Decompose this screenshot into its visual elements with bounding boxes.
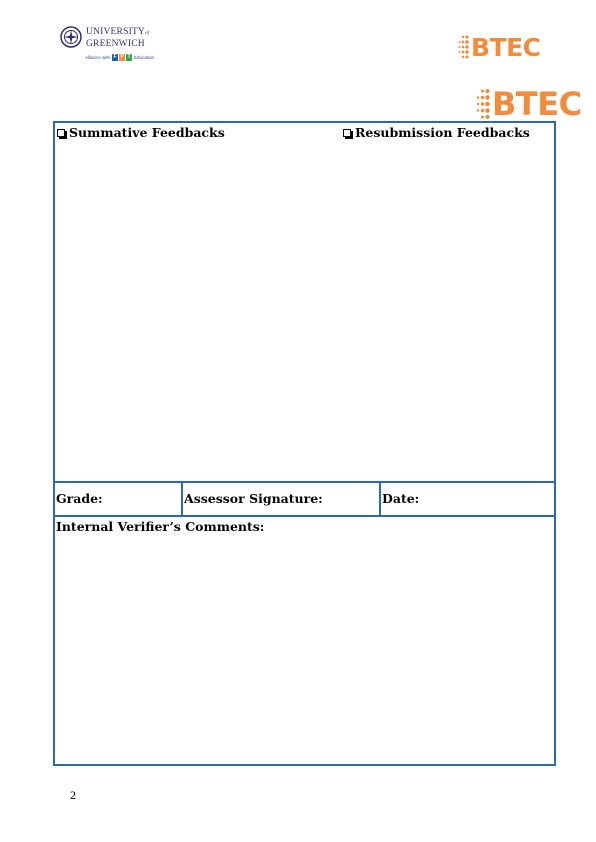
summative-feedback-label: Summative Feedbacks <box>69 125 225 140</box>
university-line1: UNIVERSITY <box>86 27 145 37</box>
alliance-prefix: Alliance with <box>85 55 111 60</box>
fpt-letter-f: F <box>113 54 117 60</box>
grade-field[interactable] <box>55 483 181 515</box>
university-name <box>86 27 149 49</box>
btec-text-small: BTEC <box>471 32 541 62</box>
checkbox-icon[interactable] <box>343 129 351 137</box>
alliance-suffix: Education <box>134 55 155 60</box>
grade-label: Grade: <box>56 491 103 506</box>
checkbox-icon[interactable] <box>57 129 65 137</box>
fpt-logo-icon <box>112 54 132 61</box>
university-logo <box>60 26 170 66</box>
date-label: Date: <box>382 491 420 506</box>
university-seal-icon <box>60 26 82 48</box>
resubmission-feedback-label: Resubmission Feedbacks <box>355 125 530 140</box>
assessor-signature-field[interactable] <box>181 483 379 515</box>
internal-verifier-box[interactable] <box>53 515 556 766</box>
alliance-line <box>85 54 154 61</box>
btec-dots-icon <box>476 87 491 121</box>
resubmission-feedback-option[interactable] <box>343 125 530 140</box>
date-field[interactable] <box>379 483 554 515</box>
btec-logo-small <box>458 30 541 64</box>
university-line2: GREENWICH <box>86 39 145 49</box>
grade-row <box>53 481 556 517</box>
btec-logo-large <box>476 82 582 126</box>
fpt-letter-p: P <box>120 54 124 60</box>
btec-dots-icon <box>458 34 470 60</box>
fpt-letter-t: T <box>127 54 131 60</box>
internal-verifier-label: Internal Verifier’s Comments: <box>56 519 265 534</box>
page-number: 2 <box>70 788 76 802</box>
summative-feedback-option[interactable] <box>57 125 225 140</box>
assessor-signature-label: Assessor Signature: <box>184 491 323 506</box>
btec-text-large: BTEC <box>492 85 582 123</box>
feedback-box[interactable] <box>53 121 556 483</box>
university-of: of <box>145 31 150 36</box>
